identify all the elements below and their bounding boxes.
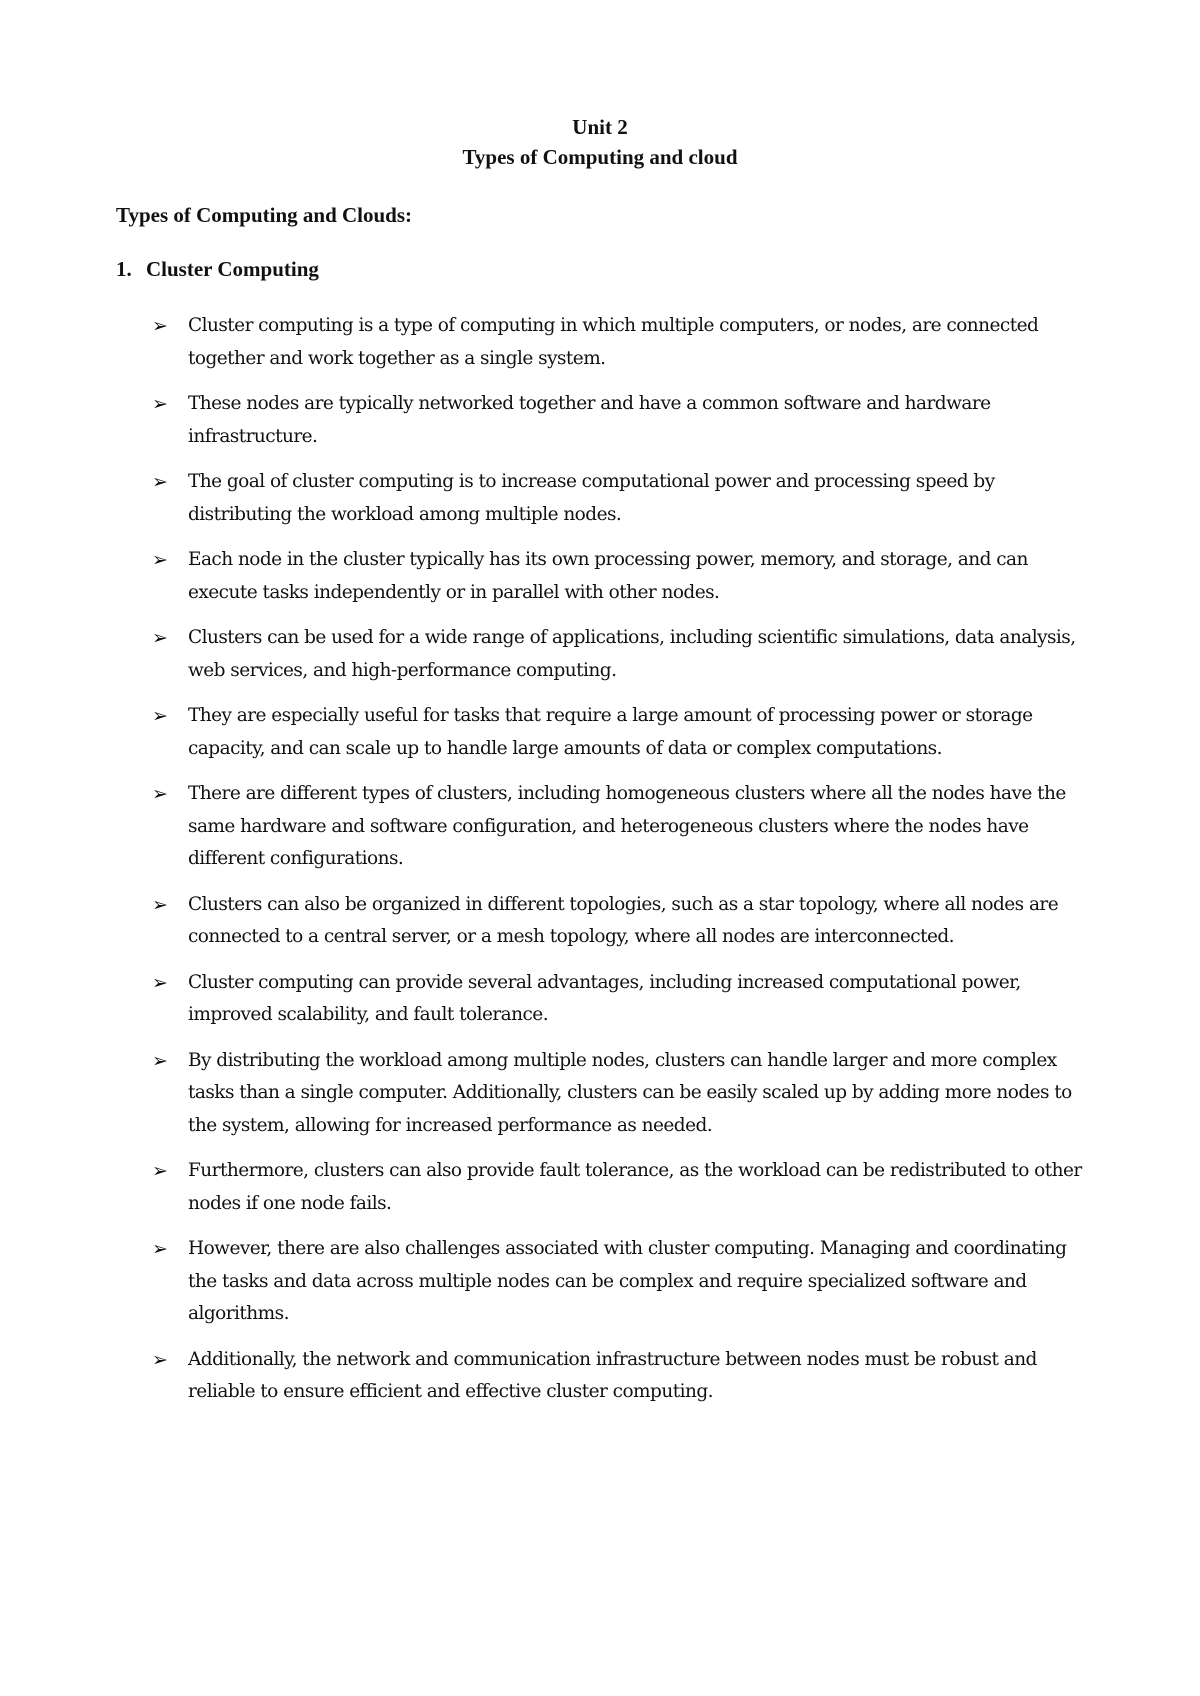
arrowhead-bullet-icon: ➢ bbox=[152, 1348, 168, 1371]
arrowhead-bullet-icon: ➢ bbox=[152, 1160, 168, 1182]
arrowhead-bullet-icon: ➢ bbox=[152, 393, 168, 415]
bullet-text: Cluster computing is a type of computing in which multiple computers, or nodes, are connected together and work together as a single system. bbox=[188, 315, 1039, 369]
arrowhead-bullet-icon: ➢ bbox=[152, 705, 168, 727]
unit-title: Unit 2 bbox=[572, 115, 628, 139]
bullet-list bbox=[148, 310, 1088, 1422]
list-item bbox=[148, 310, 1088, 375]
arrowhead-bullet-icon: ➢ bbox=[152, 549, 168, 571]
unit-subtitle: Types of Computing and cloud bbox=[462, 145, 738, 169]
arrowhead-bullet-icon: ➢ bbox=[152, 1049, 168, 1072]
arrowhead-bullet-icon: ➢ bbox=[152, 971, 168, 994]
list-item bbox=[148, 544, 1088, 609]
arrowhead-bullet-icon: ➢ bbox=[152, 893, 168, 916]
document-title bbox=[0, 112, 1200, 172]
bullet-text: There are different types of clusters, including homogeneous clusters where all the nodes have the same hardware and software configuration, and heterogeneous clusters where the nodes have different configurations. bbox=[188, 783, 1066, 869]
list-item bbox=[148, 466, 1088, 531]
arrowhead-bullet-icon: ➢ bbox=[152, 471, 168, 493]
list-item bbox=[148, 1233, 1088, 1331]
bullet-text: The goal of cluster computing is to increase computational power and processing speed by distributing the workload among multiple nodes. bbox=[188, 471, 995, 525]
subheading-number: 1. bbox=[116, 257, 132, 281]
list-item bbox=[148, 1045, 1088, 1143]
bullet-text: By distributing the workload among multiple nodes, clusters can handle larger and more complex tasks than a single computer. Additionally, clusters can be easily scaled up by adding more nodes to the system, allowing for increased performance as needed. bbox=[188, 1049, 1072, 1136]
list-item bbox=[148, 700, 1088, 765]
bullet-text: Clusters can be used for a wide range of applications, including scientific simulations, data analysis, web services, and high-performance computing. bbox=[188, 627, 1076, 681]
bullet-text: Clusters can also be organized in different topologies, such as a star topology, where all nodes are connected to a central server, or a mesh topology, where all nodes are interconnected. bbox=[188, 893, 1059, 947]
list-item bbox=[148, 889, 1088, 954]
arrowhead-bullet-icon: ➢ bbox=[152, 315, 168, 337]
bullet-text: They are especially useful for tasks that require a large amount of processing power or storage capacity, and can scale up to handle large amounts of data or complex computations. bbox=[188, 705, 1033, 759]
list-item bbox=[148, 1344, 1088, 1409]
arrowhead-bullet-icon: ➢ bbox=[152, 1238, 168, 1260]
bullet-text: These nodes are typically networked together and have a common software and hardware infrastructure. bbox=[188, 393, 991, 447]
arrowhead-bullet-icon: ➢ bbox=[152, 627, 168, 649]
arrowhead-bullet-icon: ➢ bbox=[152, 783, 168, 805]
list-item bbox=[148, 967, 1088, 1032]
section-heading: Types of Computing and Clouds: bbox=[116, 203, 413, 227]
bullet-text: Additionally, the network and communication infrastructure between nodes must be robust and reliable to ensure efficient and effective cluster computing. bbox=[188, 1348, 1037, 1402]
bullet-text: Cluster computing can provide several advantages, including increased computational power, improved scalability, and fault tolerance. bbox=[188, 971, 1021, 1025]
list-item bbox=[148, 778, 1088, 876]
bullet-text: Furthermore, clusters can also provide fault tolerance, as the workload can be redistributed to other nodes if one node fails. bbox=[188, 1160, 1082, 1214]
bullet-text: However, there are also challenges associated with cluster computing. Managing and coordinating the tasks and data across multiple nodes can be complex and require specialized software and algorithms. bbox=[188, 1238, 1067, 1324]
bullet-text: Each node in the cluster typically has its own processing power, memory, and storage, and can execute tasks independently or in parallel with other nodes. bbox=[188, 549, 1028, 603]
list-item bbox=[148, 388, 1088, 453]
list-item bbox=[148, 1155, 1088, 1220]
list-item bbox=[148, 622, 1088, 687]
subheading-cluster-computing bbox=[116, 254, 319, 284]
subheading-text: Cluster Computing bbox=[146, 257, 319, 281]
